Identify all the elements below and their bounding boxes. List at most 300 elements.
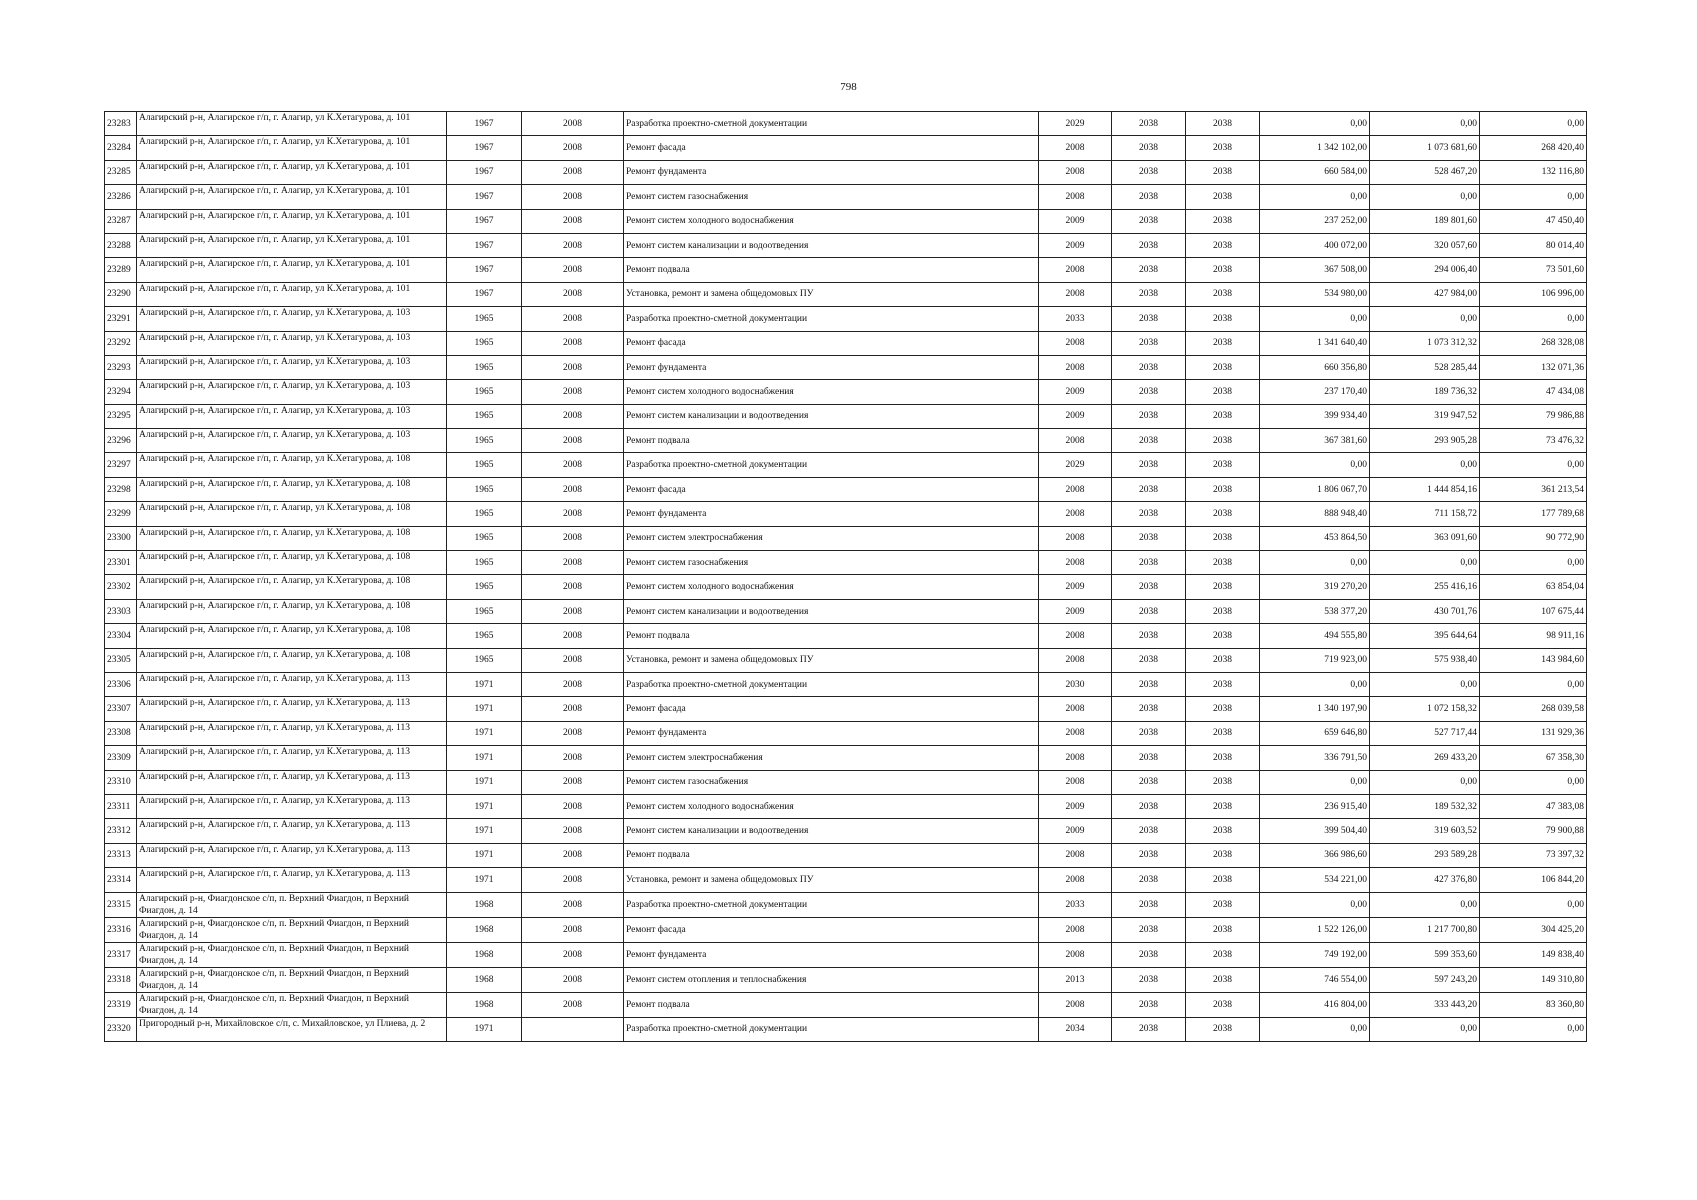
table-row — [105, 648, 1587, 672]
address-cell: Алагирский р-н, Алагирское г/п, г. Алагир, ул К.Хетагурова, д. 108 — [137, 453, 447, 477]
build-year-cell: 1968 — [447, 917, 522, 942]
row-number: 23297 — [105, 453, 137, 477]
address-cell: Алагирский р-н, Алагирское г/п, г. Алагир, ул К.Хетагурова, д. 113 — [137, 819, 447, 843]
plan-start-year-cell: 2009 — [1039, 575, 1112, 599]
row-number: 23303 — [105, 599, 137, 623]
plan-end-year-cell-2: 2038 — [1186, 258, 1260, 282]
address-cell: Алагирский р-н, Фиагдонское с/п, п. Верхний Фиагдон, п Верхний Фиагдон, д. 14 — [137, 942, 447, 967]
owner-cost-cell: 0,00 — [1480, 112, 1587, 136]
privatization-year-cell: 2008 — [522, 477, 624, 501]
address-cell: Алагирский р-н, Алагирское г/п, г. Алагир, ул К.Хетагурова, д. 101 — [137, 112, 447, 136]
fund-cost-cell: 1 217 700,80 — [1370, 917, 1480, 942]
privatization-year-cell: 2008 — [522, 770, 624, 794]
fund-cost-cell: 269 433,20 — [1370, 746, 1480, 770]
plan-end-year-cell-2: 2038 — [1186, 551, 1260, 575]
work-type-cell: Ремонт фасада — [624, 697, 1039, 721]
plan-start-year-cell: 2008 — [1039, 648, 1112, 672]
build-year-cell: 1965 — [447, 307, 522, 331]
owner-cost-cell: 106 844,20 — [1480, 868, 1587, 892]
table-row — [105, 551, 1587, 575]
fund-cost-cell: 575 938,40 — [1370, 648, 1480, 672]
fund-cost-cell: 528 467,20 — [1370, 160, 1480, 184]
plan-end-year-cell: 2038 — [1112, 233, 1186, 257]
row-number: 23286 — [105, 185, 137, 209]
address-cell: Алагирский р-н, Алагирское г/п, г. Алагир, ул К.Хетагурова, д. 101 — [137, 282, 447, 306]
plan-end-year-cell-2: 2038 — [1186, 1017, 1260, 1041]
row-number: 23302 — [105, 575, 137, 599]
plan-start-year-cell: 2009 — [1039, 819, 1112, 843]
table-row — [105, 355, 1587, 379]
fund-cost-cell: 597 243,20 — [1370, 967, 1480, 992]
address-cell: Алагирский р-н, Алагирское г/п, г. Алагир, ул К.Хетагурова, д. 103 — [137, 307, 447, 331]
row-number: 23293 — [105, 355, 137, 379]
fund-cost-cell: 528 285,44 — [1370, 355, 1480, 379]
plan-start-year-cell: 2030 — [1039, 672, 1112, 696]
row-number: 23300 — [105, 526, 137, 550]
privatization-year-cell: 2008 — [522, 429, 624, 453]
owner-cost-cell: 149 838,40 — [1480, 942, 1587, 967]
total-cost-cell: 538 377,20 — [1260, 599, 1370, 623]
address-cell: Алагирский р-н, Алагирское г/п, г. Алагир, ул К.Хетагурова, д. 103 — [137, 355, 447, 379]
work-type-cell: Установка, ремонт и замена общедомовых ПУ — [624, 868, 1039, 892]
address-cell: Алагирский р-н, Алагирское г/п, г. Алагир, ул К.Хетагурова, д. 103 — [137, 404, 447, 428]
plan-end-year-cell-2: 2038 — [1186, 672, 1260, 696]
total-cost-cell: 746 554,00 — [1260, 967, 1370, 992]
plan-end-year-cell: 2038 — [1112, 331, 1186, 355]
row-number: 23307 — [105, 697, 137, 721]
build-year-cell: 1965 — [447, 355, 522, 379]
fund-cost-cell: 711 158,72 — [1370, 502, 1480, 526]
row-number: 23299 — [105, 502, 137, 526]
table-row — [105, 380, 1587, 404]
row-number: 23294 — [105, 380, 137, 404]
owner-cost-cell: 73 397,32 — [1480, 843, 1587, 867]
total-cost-cell: 400 072,00 — [1260, 233, 1370, 257]
owner-cost-cell: 132 116,80 — [1480, 160, 1587, 184]
table-row — [105, 672, 1587, 696]
work-type-cell: Разработка проектно-сметной документации — [624, 453, 1039, 477]
row-number: 23305 — [105, 648, 137, 672]
plan-end-year-cell-2: 2038 — [1186, 477, 1260, 501]
row-number: 23311 — [105, 794, 137, 818]
work-type-cell: Ремонт подвала — [624, 843, 1039, 867]
row-number: 23284 — [105, 136, 137, 160]
total-cost-cell: 0,00 — [1260, 112, 1370, 136]
build-year-cell: 1965 — [447, 453, 522, 477]
plan-end-year-cell: 2038 — [1112, 868, 1186, 892]
address-cell: Алагирский р-н, Алагирское г/п, г. Алагир, ул К.Хетагурова, д. 101 — [137, 136, 447, 160]
plan-end-year-cell-2: 2038 — [1186, 770, 1260, 794]
plan-end-year-cell-2: 2038 — [1186, 843, 1260, 867]
total-cost-cell: 719 923,00 — [1260, 648, 1370, 672]
privatization-year-cell: 2008 — [522, 672, 624, 696]
privatization-year-cell: 2008 — [522, 721, 624, 745]
table-row — [105, 429, 1587, 453]
privatization-year-cell: 2008 — [522, 992, 624, 1017]
work-type-cell: Установка, ремонт и замена общедомовых ПУ — [624, 282, 1039, 306]
build-year-cell: 1965 — [447, 624, 522, 648]
build-year-cell: 1967 — [447, 112, 522, 136]
row-number: 23304 — [105, 624, 137, 648]
work-type-cell: Ремонт подвала — [624, 992, 1039, 1017]
plan-end-year-cell-2: 2038 — [1186, 648, 1260, 672]
owner-cost-cell: 304 425,20 — [1480, 917, 1587, 942]
privatization-year-cell: 2008 — [522, 551, 624, 575]
plan-start-year-cell: 2008 — [1039, 721, 1112, 745]
plan-start-year-cell: 2008 — [1039, 526, 1112, 550]
table-row — [105, 307, 1587, 331]
plan-start-year-cell: 2009 — [1039, 794, 1112, 818]
fund-cost-cell: 0,00 — [1370, 453, 1480, 477]
plan-start-year-cell: 2034 — [1039, 1017, 1112, 1041]
address-cell: Алагирский р-н, Алагирское г/п, г. Алагир, ул К.Хетагурова, д. 103 — [137, 331, 447, 355]
fund-cost-cell: 1 444 854,16 — [1370, 477, 1480, 501]
table-row — [105, 209, 1587, 233]
owner-cost-cell: 107 675,44 — [1480, 599, 1587, 623]
build-year-cell: 1971 — [447, 770, 522, 794]
privatization-year-cell: 2008 — [522, 967, 624, 992]
plan-end-year-cell: 2038 — [1112, 526, 1186, 550]
owner-cost-cell: 268 039,58 — [1480, 697, 1587, 721]
total-cost-cell: 1 340 197,90 — [1260, 697, 1370, 721]
build-year-cell: 1971 — [447, 843, 522, 867]
row-number: 23296 — [105, 429, 137, 453]
address-cell: Алагирский р-н, Алагирское г/п, г. Алагир, ул К.Хетагурова, д. 113 — [137, 794, 447, 818]
fund-cost-cell: 527 717,44 — [1370, 721, 1480, 745]
table-row — [105, 526, 1587, 550]
work-type-cell: Разработка проектно-сметной документации — [624, 1017, 1039, 1041]
table-row — [105, 967, 1587, 992]
table-row — [105, 575, 1587, 599]
plan-end-year-cell-2: 2038 — [1186, 624, 1260, 648]
fund-cost-cell: 294 006,40 — [1370, 258, 1480, 282]
work-type-cell: Разработка проектно-сметной документации — [624, 672, 1039, 696]
table-row — [105, 599, 1587, 623]
total-cost-cell: 319 270,20 — [1260, 575, 1370, 599]
address-cell: Алагирский р-н, Алагирское г/п, г. Алагир, ул К.Хетагурова, д. 113 — [137, 697, 447, 721]
privatization-year-cell: 2008 — [522, 917, 624, 942]
work-type-cell: Ремонт систем канализации и водоотведения — [624, 819, 1039, 843]
build-year-cell: 1965 — [447, 526, 522, 550]
total-cost-cell: 399 504,40 — [1260, 819, 1370, 843]
table-row — [105, 282, 1587, 306]
plan-end-year-cell: 2038 — [1112, 672, 1186, 696]
build-year-cell: 1967 — [447, 136, 522, 160]
build-year-cell: 1965 — [447, 575, 522, 599]
plan-end-year-cell: 2038 — [1112, 404, 1186, 428]
table-row — [105, 331, 1587, 355]
privatization-year-cell: 2008 — [522, 112, 624, 136]
fund-cost-cell: 189 736,32 — [1370, 380, 1480, 404]
owner-cost-cell: 0,00 — [1480, 307, 1587, 331]
plan-end-year-cell: 2038 — [1112, 477, 1186, 501]
total-cost-cell: 367 508,00 — [1260, 258, 1370, 282]
plan-end-year-cell: 2038 — [1112, 502, 1186, 526]
fund-cost-cell: 1 072 158,32 — [1370, 697, 1480, 721]
owner-cost-cell: 73 476,32 — [1480, 429, 1587, 453]
work-type-cell: Ремонт систем холодного водоснабжения — [624, 794, 1039, 818]
plan-start-year-cell: 2008 — [1039, 258, 1112, 282]
address-cell: Алагирский р-н, Алагирское г/п, г. Алагир, ул К.Хетагурова, д. 101 — [137, 185, 447, 209]
build-year-cell: 1968 — [447, 992, 522, 1017]
row-number: 23283 — [105, 112, 137, 136]
address-cell: Алагирский р-н, Алагирское г/п, г. Алагир, ул К.Хетагурова, д. 101 — [137, 209, 447, 233]
table-row — [105, 258, 1587, 282]
table-row — [105, 160, 1587, 184]
fund-cost-cell: 320 057,60 — [1370, 233, 1480, 257]
row-number: 23313 — [105, 843, 137, 867]
fund-cost-cell: 189 801,60 — [1370, 209, 1480, 233]
privatization-year-cell: 2008 — [522, 502, 624, 526]
row-number: 23317 — [105, 942, 137, 967]
plan-end-year-cell-2: 2038 — [1186, 136, 1260, 160]
build-year-cell: 1968 — [447, 967, 522, 992]
address-cell: Алагирский р-н, Алагирское г/п, г. Алагир, ул К.Хетагурова, д. 108 — [137, 502, 447, 526]
plan-start-year-cell: 2009 — [1039, 209, 1112, 233]
build-year-cell: 1967 — [447, 209, 522, 233]
fund-cost-cell: 427 376,80 — [1370, 868, 1480, 892]
work-type-cell: Ремонт систем холодного водоснабжения — [624, 209, 1039, 233]
table-row — [105, 112, 1587, 136]
owner-cost-cell: 0,00 — [1480, 770, 1587, 794]
row-number: 23292 — [105, 331, 137, 355]
address-cell: Алагирский р-н, Алагирское г/п, г. Алагир, ул К.Хетагурова, д. 113 — [137, 672, 447, 696]
work-type-cell: Ремонт фасада — [624, 477, 1039, 501]
privatization-year-cell: 2008 — [522, 282, 624, 306]
plan-end-year-cell: 2038 — [1112, 355, 1186, 379]
plan-start-year-cell: 2009 — [1039, 404, 1112, 428]
owner-cost-cell: 63 854,04 — [1480, 575, 1587, 599]
plan-start-year-cell: 2008 — [1039, 868, 1112, 892]
plan-end-year-cell-2: 2038 — [1186, 917, 1260, 942]
build-year-cell: 1965 — [447, 380, 522, 404]
work-type-cell: Разработка проектно-сметной документации — [624, 112, 1039, 136]
work-type-cell: Ремонт фасада — [624, 917, 1039, 942]
table-body — [105, 112, 1587, 1042]
total-cost-cell: 0,00 — [1260, 185, 1370, 209]
plan-end-year-cell-2: 2038 — [1186, 282, 1260, 306]
owner-cost-cell: 268 328,08 — [1480, 331, 1587, 355]
privatization-year-cell: 2008 — [522, 233, 624, 257]
work-type-cell: Ремонт подвала — [624, 258, 1039, 282]
privatization-year-cell: 2008 — [522, 136, 624, 160]
plan-start-year-cell: 2008 — [1039, 282, 1112, 306]
table-row — [105, 892, 1587, 917]
plan-end-year-cell-2: 2038 — [1186, 868, 1260, 892]
total-cost-cell: 534 221,00 — [1260, 868, 1370, 892]
total-cost-cell: 1 806 067,70 — [1260, 477, 1370, 501]
owner-cost-cell: 67 358,30 — [1480, 746, 1587, 770]
build-year-cell: 1965 — [447, 404, 522, 428]
plan-start-year-cell: 2008 — [1039, 477, 1112, 501]
work-type-cell: Ремонт систем газоснабжения — [624, 551, 1039, 575]
plan-start-year-cell: 2029 — [1039, 112, 1112, 136]
plan-start-year-cell: 2008 — [1039, 331, 1112, 355]
work-type-cell: Ремонт фундамента — [624, 942, 1039, 967]
row-number: 23312 — [105, 819, 137, 843]
plan-end-year-cell-2: 2038 — [1186, 112, 1260, 136]
owner-cost-cell: 47 434,08 — [1480, 380, 1587, 404]
plan-end-year-cell-2: 2038 — [1186, 429, 1260, 453]
build-year-cell: 1965 — [447, 551, 522, 575]
address-cell: Алагирский р-н, Алагирское г/п, г. Алагир, ул К.Хетагурова, д. 108 — [137, 526, 447, 550]
plan-start-year-cell: 2008 — [1039, 136, 1112, 160]
row-number: 23287 — [105, 209, 137, 233]
total-cost-cell: 367 381,60 — [1260, 429, 1370, 453]
row-number: 23298 — [105, 477, 137, 501]
fund-cost-cell: 293 905,28 — [1370, 429, 1480, 453]
work-type-cell: Ремонт систем электроснабжения — [624, 526, 1039, 550]
plan-end-year-cell: 2038 — [1112, 648, 1186, 672]
work-type-cell: Ремонт систем канализации и водоотведения — [624, 599, 1039, 623]
row-number: 23310 — [105, 770, 137, 794]
build-year-cell: 1965 — [447, 502, 522, 526]
plan-end-year-cell: 2038 — [1112, 307, 1186, 331]
owner-cost-cell: 98 911,16 — [1480, 624, 1587, 648]
build-year-cell: 1967 — [447, 258, 522, 282]
owner-cost-cell: 47 383,08 — [1480, 794, 1587, 818]
plan-end-year-cell-2: 2038 — [1186, 331, 1260, 355]
fund-cost-cell: 0,00 — [1370, 307, 1480, 331]
work-type-cell: Разработка проектно-сметной документации — [624, 307, 1039, 331]
build-year-cell: 1965 — [447, 477, 522, 501]
plan-end-year-cell-2: 2038 — [1186, 307, 1260, 331]
owner-cost-cell: 47 450,40 — [1480, 209, 1587, 233]
privatization-year-cell: 2008 — [522, 185, 624, 209]
plan-end-year-cell: 2038 — [1112, 843, 1186, 867]
privatization-year-cell: 2008 — [522, 331, 624, 355]
plan-end-year-cell: 2038 — [1112, 917, 1186, 942]
privatization-year-cell: 2008 — [522, 355, 624, 379]
fund-cost-cell: 319 603,52 — [1370, 819, 1480, 843]
plan-end-year-cell: 2038 — [1112, 136, 1186, 160]
total-cost-cell: 534 980,00 — [1260, 282, 1370, 306]
total-cost-cell: 0,00 — [1260, 892, 1370, 917]
plan-end-year-cell: 2038 — [1112, 992, 1186, 1017]
total-cost-cell: 494 555,80 — [1260, 624, 1370, 648]
privatization-year-cell: 2008 — [522, 258, 624, 282]
row-number: 23306 — [105, 672, 137, 696]
work-type-cell: Ремонт систем канализации и водоотведения — [624, 404, 1039, 428]
build-year-cell: 1971 — [447, 868, 522, 892]
row-number: 23308 — [105, 721, 137, 745]
privatization-year-cell: 2008 — [522, 746, 624, 770]
work-type-cell: Ремонт систем холодного водоснабжения — [624, 380, 1039, 404]
plan-end-year-cell-2: 2038 — [1186, 380, 1260, 404]
owner-cost-cell: 0,00 — [1480, 453, 1587, 477]
plan-start-year-cell: 2033 — [1039, 892, 1112, 917]
total-cost-cell: 749 192,00 — [1260, 942, 1370, 967]
privatization-year-cell: 2008 — [522, 892, 624, 917]
plan-end-year-cell: 2038 — [1112, 967, 1186, 992]
table-row — [105, 721, 1587, 745]
total-cost-cell: 453 864,50 — [1260, 526, 1370, 550]
total-cost-cell: 0,00 — [1260, 1017, 1370, 1041]
fund-cost-cell: 0,00 — [1370, 185, 1480, 209]
build-year-cell: 1971 — [447, 697, 522, 721]
address-cell: Алагирский р-н, Алагирское г/п, г. Алагир, ул К.Хетагурова, д. 108 — [137, 624, 447, 648]
work-type-cell: Ремонт систем отопления и теплоснабжения — [624, 967, 1039, 992]
plan-start-year-cell: 2008 — [1039, 624, 1112, 648]
plan-start-year-cell: 2008 — [1039, 502, 1112, 526]
build-year-cell: 1968 — [447, 942, 522, 967]
plan-end-year-cell-2: 2038 — [1186, 453, 1260, 477]
work-type-cell: Ремонт систем газоснабжения — [624, 770, 1039, 794]
fund-cost-cell: 0,00 — [1370, 770, 1480, 794]
table-row — [105, 477, 1587, 501]
plan-end-year-cell: 2038 — [1112, 112, 1186, 136]
table-row — [105, 453, 1587, 477]
plan-end-year-cell-2: 2038 — [1186, 967, 1260, 992]
address-cell: Алагирский р-н, Алагирское г/п, г. Алагир, ул К.Хетагурова, д. 113 — [137, 770, 447, 794]
fund-cost-cell: 0,00 — [1370, 1017, 1480, 1041]
plan-start-year-cell: 2008 — [1039, 770, 1112, 794]
address-cell: Алагирский р-н, Алагирское г/п, г. Алагир, ул К.Хетагурова, д. 113 — [137, 843, 447, 867]
plan-end-year-cell: 2038 — [1112, 575, 1186, 599]
address-cell: Алагирский р-н, Алагирское г/п, г. Алагир, ул К.Хетагурова, д. 101 — [137, 160, 447, 184]
capital-repair-table — [104, 111, 1587, 1042]
fund-cost-cell: 1 073 312,32 — [1370, 331, 1480, 355]
fund-cost-cell: 363 091,60 — [1370, 526, 1480, 550]
owner-cost-cell: 106 996,00 — [1480, 282, 1587, 306]
fund-cost-cell: 189 532,32 — [1370, 794, 1480, 818]
owner-cost-cell: 0,00 — [1480, 551, 1587, 575]
work-type-cell: Ремонт подвала — [624, 429, 1039, 453]
fund-cost-cell: 293 589,28 — [1370, 843, 1480, 867]
total-cost-cell: 0,00 — [1260, 672, 1370, 696]
total-cost-cell: 660 584,00 — [1260, 160, 1370, 184]
total-cost-cell: 659 646,80 — [1260, 721, 1370, 745]
plan-start-year-cell: 2009 — [1039, 599, 1112, 623]
owner-cost-cell: 79 986,88 — [1480, 404, 1587, 428]
privatization-year-cell: 2008 — [522, 599, 624, 623]
plan-start-year-cell: 2008 — [1039, 551, 1112, 575]
work-type-cell: Ремонт фундамента — [624, 502, 1039, 526]
row-number: 23291 — [105, 307, 137, 331]
owner-cost-cell: 83 360,80 — [1480, 992, 1587, 1017]
fund-cost-cell: 333 443,20 — [1370, 992, 1480, 1017]
privatization-year-cell: 2008 — [522, 404, 624, 428]
plan-end-year-cell-2: 2038 — [1186, 233, 1260, 257]
owner-cost-cell: 177 789,68 — [1480, 502, 1587, 526]
privatization-year-cell: 2008 — [522, 160, 624, 184]
build-year-cell: 1965 — [447, 599, 522, 623]
owner-cost-cell: 90 772,90 — [1480, 526, 1587, 550]
plan-end-year-cell: 2038 — [1112, 746, 1186, 770]
work-type-cell: Ремонт систем холодного водоснабжения — [624, 575, 1039, 599]
work-type-cell: Ремонт подвала — [624, 624, 1039, 648]
plan-end-year-cell-2: 2038 — [1186, 819, 1260, 843]
fund-cost-cell: 430 701,76 — [1370, 599, 1480, 623]
build-year-cell: 1967 — [447, 160, 522, 184]
build-year-cell: 1967 — [447, 185, 522, 209]
work-type-cell: Ремонт фундамента — [624, 355, 1039, 379]
total-cost-cell: 0,00 — [1260, 770, 1370, 794]
build-year-cell: 1971 — [447, 794, 522, 818]
plan-start-year-cell: 2013 — [1039, 967, 1112, 992]
row-number: 23314 — [105, 868, 137, 892]
address-cell: Алагирский р-н, Алагирское г/п, г. Алагир, ул К.Хетагурова, д. 108 — [137, 648, 447, 672]
privatization-year-cell: 2008 — [522, 380, 624, 404]
plan-end-year-cell: 2038 — [1112, 282, 1186, 306]
owner-cost-cell: 132 071,36 — [1480, 355, 1587, 379]
table-row — [105, 746, 1587, 770]
table-row — [105, 770, 1587, 794]
table-row — [105, 819, 1587, 843]
owner-cost-cell: 73 501,60 — [1480, 258, 1587, 282]
total-cost-cell: 336 791,50 — [1260, 746, 1370, 770]
build-year-cell: 1971 — [447, 819, 522, 843]
